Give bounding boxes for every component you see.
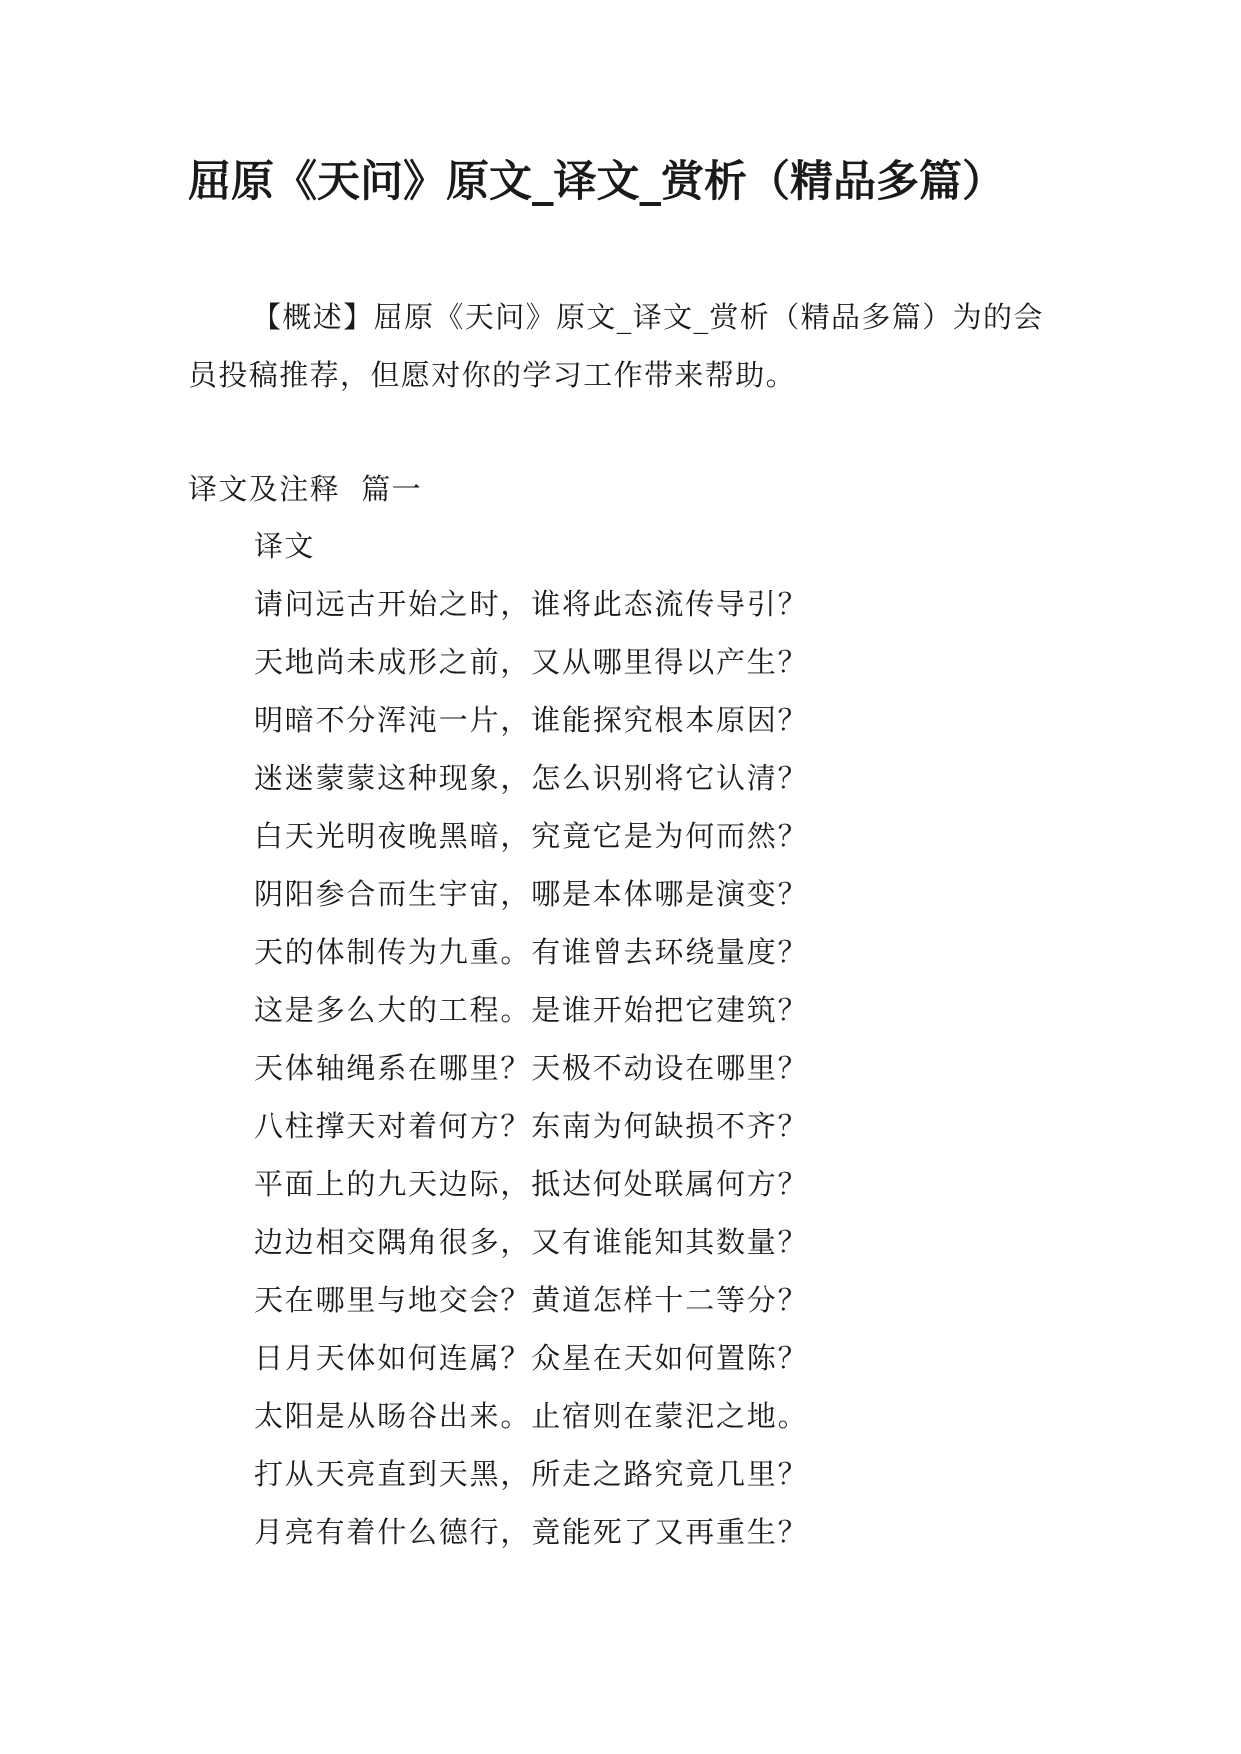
translation-line: 天体轴绳系在哪里？天极不动设在哪里？ xyxy=(254,1051,809,1085)
translation-line: 白天光明夜晚黑暗，究竟它是为何而然？ xyxy=(254,819,809,853)
translation-line: 迷迷蒙蒙这种现象，怎么识别将它认清？ xyxy=(254,761,809,795)
translation-line: 阴阳参合而生宇宙，哪是本体哪是演变？ xyxy=(254,877,809,911)
translation-line: 明暗不分浑沌一片，谁能探究根本原因？ xyxy=(254,703,809,737)
translation-line: 这是多么大的工程。是谁开始把它建筑？ xyxy=(254,993,809,1027)
translation-line: 请问远古开始之时，谁将此态流传导引？ xyxy=(254,587,809,621)
translation-line: 月亮有着什么德行，竟能死了又再重生？ xyxy=(254,1515,809,1549)
summary-paragraph: 【概述】屈原《天问》原文_译文_赏析（精品多篇）为的会员投稿推荐，但愿对你的学习工作带来帮助。 xyxy=(188,300,1044,392)
translation-line: 太阳是从旸谷出来。止宿则在蒙汜之地。 xyxy=(254,1399,809,1433)
document-title: 屈原《天问》原文_译文_赏析（精品多篇） xyxy=(188,157,1005,207)
translation-lines xyxy=(254,575,808,1561)
translation-line: 天在哪里与地交会？黄道怎样十二等分？ xyxy=(254,1283,809,1317)
translation-line: 边边相交隅角很多，又有谁能知其数量？ xyxy=(254,1225,809,1259)
translation-line: 平面上的九天边际，抵达何处联属何方？ xyxy=(254,1167,809,1201)
translation-line: 打从天亮直到天黑，所走之路究竟几里？ xyxy=(254,1457,809,1491)
section-heading: 译文及注释 篇一 xyxy=(188,472,423,506)
translation-subheading: 译文 xyxy=(254,529,315,563)
translation-line: 天的体制传为九重。有谁曾去环绕量度？ xyxy=(254,935,809,969)
translation-line: 八柱撑天对着何方？东南为何缺损不齐？ xyxy=(254,1109,809,1143)
translation-line: 天地尚未成形之前，又从哪里得以产生？ xyxy=(254,645,809,679)
translation-line: 日月天体如何连属？众星在天如何置陈？ xyxy=(254,1341,809,1375)
